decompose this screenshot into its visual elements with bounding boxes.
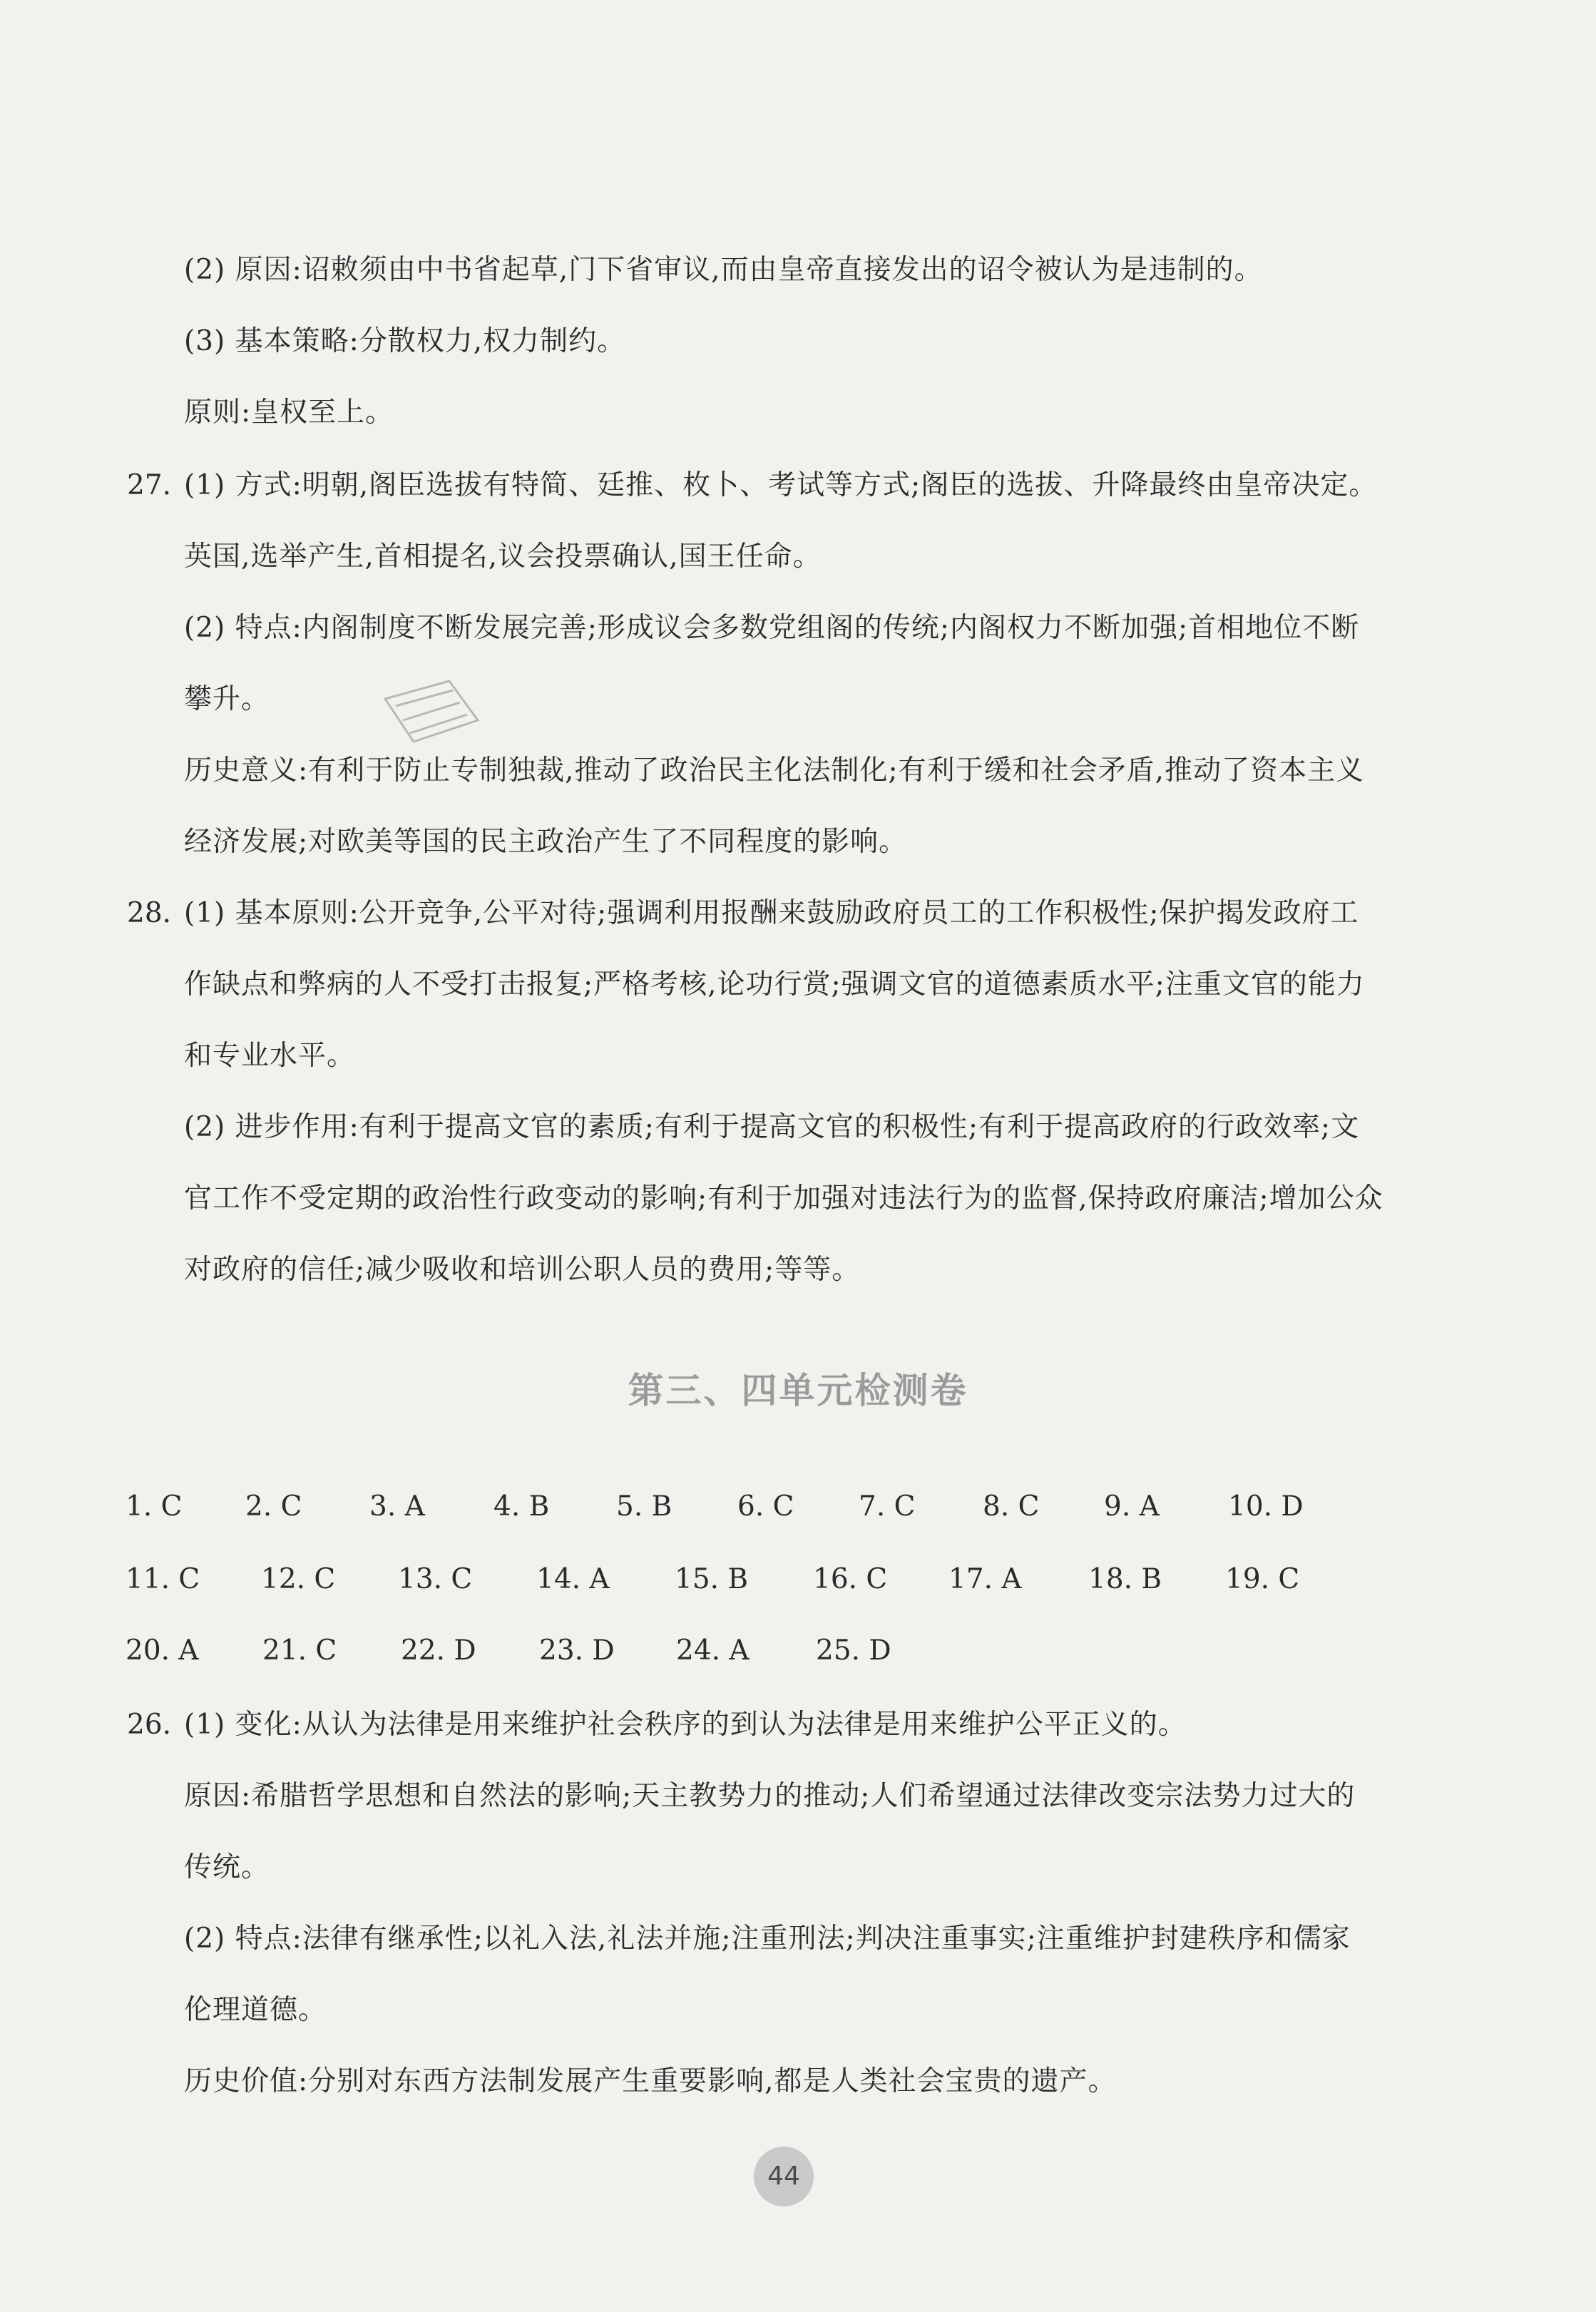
answer-item: 13. C [398,1563,473,1595]
text-line: 历史意义:有利于防止专制独裁,推动了政治民主化法制化;有利于缓和社会矛盾,推动了资本主义 [184,755,1365,787]
question-number: 28. [127,897,172,929]
answer-item: 7. C [859,1490,916,1523]
text-line: (1) 方式:明朝,阁臣选拔有特简、廷推、枚卜、考试等方式;阁臣的选拔、升降最终由皇帝决定。 [184,469,1378,501]
answer-item: 20. A [126,1635,199,1667]
answer-item: 21. C [262,1635,337,1667]
text-line: 攀升。 [184,683,270,715]
answer-item: 5. B [616,1490,672,1523]
text-line: 历史价值:分别对东西方法制发展产生重要影响,都是人类社会宝贵的遗产。 [184,2065,1117,2097]
answer-item: 24. A [676,1635,750,1667]
answer-row [0,1489,1596,1525]
answer-item: 4. B [493,1490,550,1523]
text-line: 官工作不受定期的政治性行政变动的影响;有利于加强对违法行为的监督,保持政府廉洁;增加公众 [184,1182,1383,1214]
text-line: 英国,选举产生,首相提名,议会投票确认,国王任命。 [184,541,822,573]
answer-item: 18. B [1088,1563,1162,1595]
answer-item: 22. D [401,1635,476,1667]
text-line: (2) 原因:诏敕须由中书省起草,门下省审议,而由皇帝直接发出的诏令被认为是违制的。 [184,254,1263,286]
text-line: 和专业水平。 [184,1040,356,1072]
answer-item: 6. C [737,1490,794,1523]
answer-item: 16. C [813,1563,888,1595]
text-line: 作缺点和弊病的人不受打击报复;严格考核,论功行赏;强调文官的道德素质水平;注重文官的能力 [184,968,1365,1001]
text-line: (2) 特点:内阁制度不断发展完善;形成议会多数党组阁的传统;内阁权力不断加强;首相地位不断 [184,612,1360,644]
answer-row [0,1633,1596,1669]
answer-item: 3. A [369,1490,425,1523]
answer-item: 23. D [539,1635,615,1667]
text-line: (3) 基本策略:分散权力,权力制约。 [184,325,626,357]
answer-item: 8. C [983,1490,1040,1523]
question-number: 27. [127,469,172,501]
text-line: 经济发展;对欧美等国的民主政治产生了不同程度的影响。 [184,826,908,858]
text-line: 传统。 [184,1851,270,1883]
text-line: 伦理道德。 [184,1994,327,2026]
section-title: 第三、四单元检测卷 [628,1370,968,1411]
text-line: (2) 进步作用:有利于提高文官的素质;有利于提高文官的积极性;有利于提高政府的行政效率;文 [184,1111,1360,1143]
answer-item: 17. A [948,1563,1022,1595]
page-number: 44 [754,2147,814,2206]
answer-item: 2. C [245,1490,302,1523]
answer-item: 19. C [1225,1563,1300,1595]
answer-item: 11. C [126,1563,200,1595]
answer-item: 25. D [816,1635,891,1667]
question-number: 26. [127,1709,172,1741]
text-line: (1) 变化:从认为法律是用来维护社会秩序的到认为法律是用来维护公平正义的。 [184,1709,1187,1741]
text-line: 对政府的信任;减少吸收和培训公职人员的费用;等等。 [184,1254,861,1286]
stamp-mark-icon [364,670,492,756]
text-line: (2) 特点:法律有继承性;以礼入法,礼法并施;注重刑法;判决注重事实;注重维护封建秩序和儒家 [184,1923,1351,1955]
answer-item: 9. A [1104,1490,1160,1523]
answer-row [0,1562,1596,1597]
text-line: (1) 基本原则:公开竞争,公平对待;强调利用报酬来鼓励政府员工的工作积极性;保护揭发政府工 [184,897,1359,929]
text-line: 原因:希腊哲学思想和自然法的影响;天主教势力的推动;人们希望通过法律改变宗法势力过大的 [184,1780,1356,1812]
answer-item: 10. D [1228,1490,1304,1523]
answer-item: 1. C [126,1490,183,1523]
answer-item: 12. C [261,1563,336,1595]
answer-item: 14. A [536,1563,610,1595]
text-line: 原则:皇权至上。 [184,397,394,429]
answer-item: 15. B [675,1563,749,1595]
